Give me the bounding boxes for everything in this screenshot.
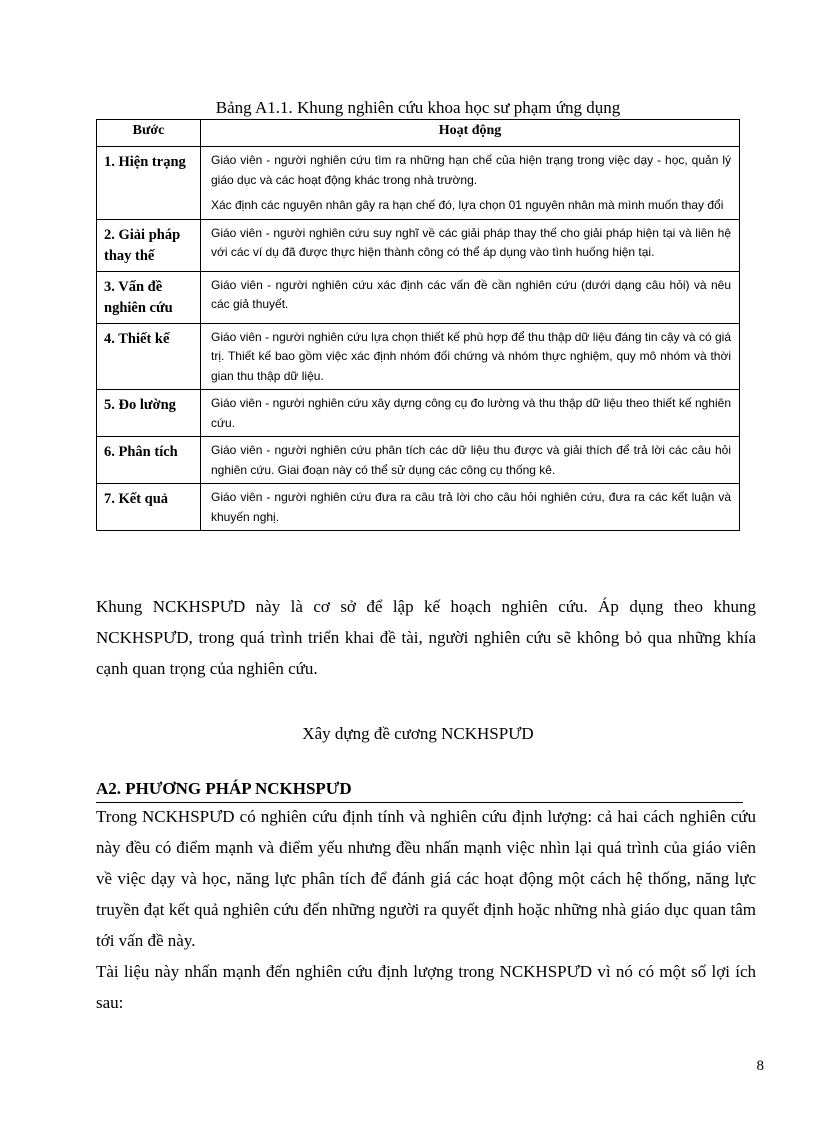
header-step: Bước	[97, 120, 201, 147]
step-cell: 3. Vấn đề nghiên cứu	[97, 271, 201, 323]
table-caption: Bảng A1.1. Khung nghiên cứu khoa học sư phạm ứng dụng	[215, 98, 621, 117]
activity-cell	[201, 484, 740, 531]
outline-title: Xây dựng đề cương NCKHSPƯD	[302, 724, 534, 743]
table-row	[97, 323, 740, 390]
methods-paragraph: Trong NCKHSPƯD có nghiên cứu định tính và nghiên cứu định lượng: cả hai cách nghiên cứu này đều có điểm mạnh và điểm yếu nhưng đều nhấn mạnh việc nhìn lại quá trình của giáo viên về việc dạy và học, năng lực phân tích để đánh giá các hoạt động một cách hệ thống, năng lực truyền đạt kết quả nghiên cứu đến những người ra quyết định hoặc những nhà giáo dục quan tâm tới vấn đề này.	[96, 807, 756, 950]
table-row	[97, 484, 740, 531]
activity-cell	[201, 390, 740, 437]
activity-text: Giáo viên - người nghiên cứu suy nghĩ về các giải pháp thay thế cho giải pháp hiện tại và liên hệ với các ví dụ đã được thực hiện thành công có thể áp dụng vào tình huống hiện tại.	[211, 225, 731, 259]
table-row	[97, 147, 740, 220]
benefits-paragraph: Tài liệu này nhấn mạnh đến nghiên cứu định lượng trong NCKHSPƯD vì nó có một số lợi ích sau:	[96, 962, 756, 1012]
section-heading: A2. PHƯƠNG PHÁP NCKHSPƯD	[96, 776, 743, 803]
table-header-row	[97, 120, 740, 147]
activity-cell	[201, 219, 740, 271]
step-cell: 4. Thiết kế	[97, 323, 201, 390]
activity-text: Giáo viên - người nghiên cứu phân tích các dữ liệu thu được và giải thích để trả lời các câu hỏi nghiên cứu. Giai đoạn này có thể sử dụng các công cụ thống kê.	[211, 443, 731, 477]
activity-text: Giáo viên - người nghiên cứu lựa chọn thiết kế phù hợp để thu thập dữ liệu đáng tin cậy và có giá trị. Thiết kế bao gồm việc xác định nhóm đối chứng và nhóm thực nghiệm, quy mô nhóm và thời gian thu thập dữ liệu.	[211, 329, 731, 383]
activity-cell	[201, 271, 740, 323]
header-activity: Hoạt động	[201, 120, 740, 147]
table-row	[97, 219, 740, 271]
table-row	[97, 271, 740, 323]
activity-text: Giáo viên - người nghiên cứu xây dựng công cụ đo lường và thu thập dữ liệu theo thiết kế nghiên cứu.	[211, 396, 731, 430]
activity-text: Giáo viên - người nghiên cứu xác định các vấn đề cần nghiên cứu (dưới dạng câu hỏi) và nêu các giả thuyết.	[211, 277, 731, 311]
step-cell: 6. Phân tích	[97, 437, 201, 484]
table-row	[97, 390, 740, 437]
step-cell: 2. Giải pháp thay thế	[97, 219, 201, 271]
step-cell: 5. Đo lường	[97, 390, 201, 437]
activity-text: Giáo viên - người nghiên cứu đưa ra câu trả lời cho câu hỏi nghiên cứu, đưa ra các kết luận và khuyến nghị.	[211, 490, 731, 524]
activity-cell	[201, 323, 740, 390]
step-cell: 1. Hiện trạng	[97, 147, 201, 220]
step-cell: 7. Kết quả	[97, 484, 201, 531]
table-row	[97, 437, 740, 484]
page-number: 8	[756, 1058, 764, 1074]
activity-text: Xác định các nguyên nhân gây ra hạn chế đó, lựa chọn 01 nguyên nhân mà mình muốn thay đổi	[211, 198, 724, 212]
framework-paragraph: Khung NCKHSPƯD này là cơ sở để lập kế hoạch nghiên cứu. Áp dụng theo khung NCKHSPƯD, trong quá trình triển khai đề tài, người nghiên cứu sẽ không bỏ qua những khía cạnh quan trọng của nghiên cứu.	[96, 597, 756, 678]
activity-text: Giáo viên - người nghiên cứu tìm ra những hạn chế của hiện trạng trong việc dạy - học, quản lý giáo dục và các hoạt động khác trong nhà trường.	[211, 153, 731, 187]
activity-cell	[201, 437, 740, 484]
research-framework-table	[96, 119, 740, 531]
activity-cell	[201, 147, 740, 220]
